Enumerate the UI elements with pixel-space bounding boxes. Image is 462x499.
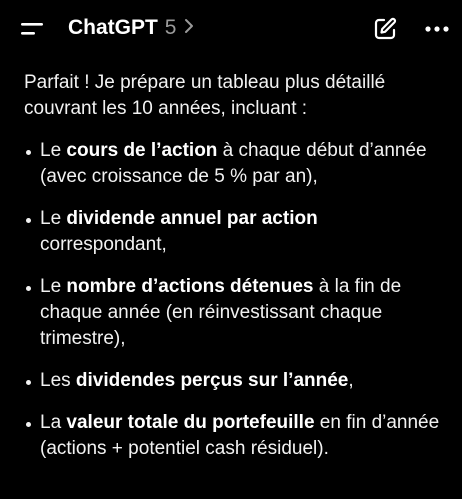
list-item: Le dividende annuel par action correspondant, xyxy=(24,206,444,258)
more-horizontal-icon[interactable] xyxy=(424,20,450,38)
assistant-message xyxy=(24,70,444,478)
list-item: Les dividendes perçus sur l’année, xyxy=(24,368,444,394)
chevron-right-icon xyxy=(184,16,194,40)
edit-pencil-icon[interactable] xyxy=(372,16,398,42)
bullet-list xyxy=(24,138,444,462)
list-item: Le cours de l’action à chaque début d’année (avec croissance de 5 % par an), xyxy=(24,138,444,190)
hamburger-menu-icon[interactable] xyxy=(20,18,46,40)
model-selector[interactable] xyxy=(68,16,194,40)
app-title: ChatGPT xyxy=(68,16,158,39)
message-intro: Parfait ! Je prépare un tableau plus détaillé couvrant les 10 années, incluant : xyxy=(24,72,386,119)
model-version: 5 xyxy=(164,16,177,39)
list-item: La valeur totale du portefeuille en fin d’année (actions + potentiel cash résiduel). xyxy=(24,410,444,462)
list-item: Le nombre d’actions détenues à la fin de chaque année (en réinvestissant chaque trimestre), xyxy=(24,274,444,352)
top-bar xyxy=(0,0,462,58)
